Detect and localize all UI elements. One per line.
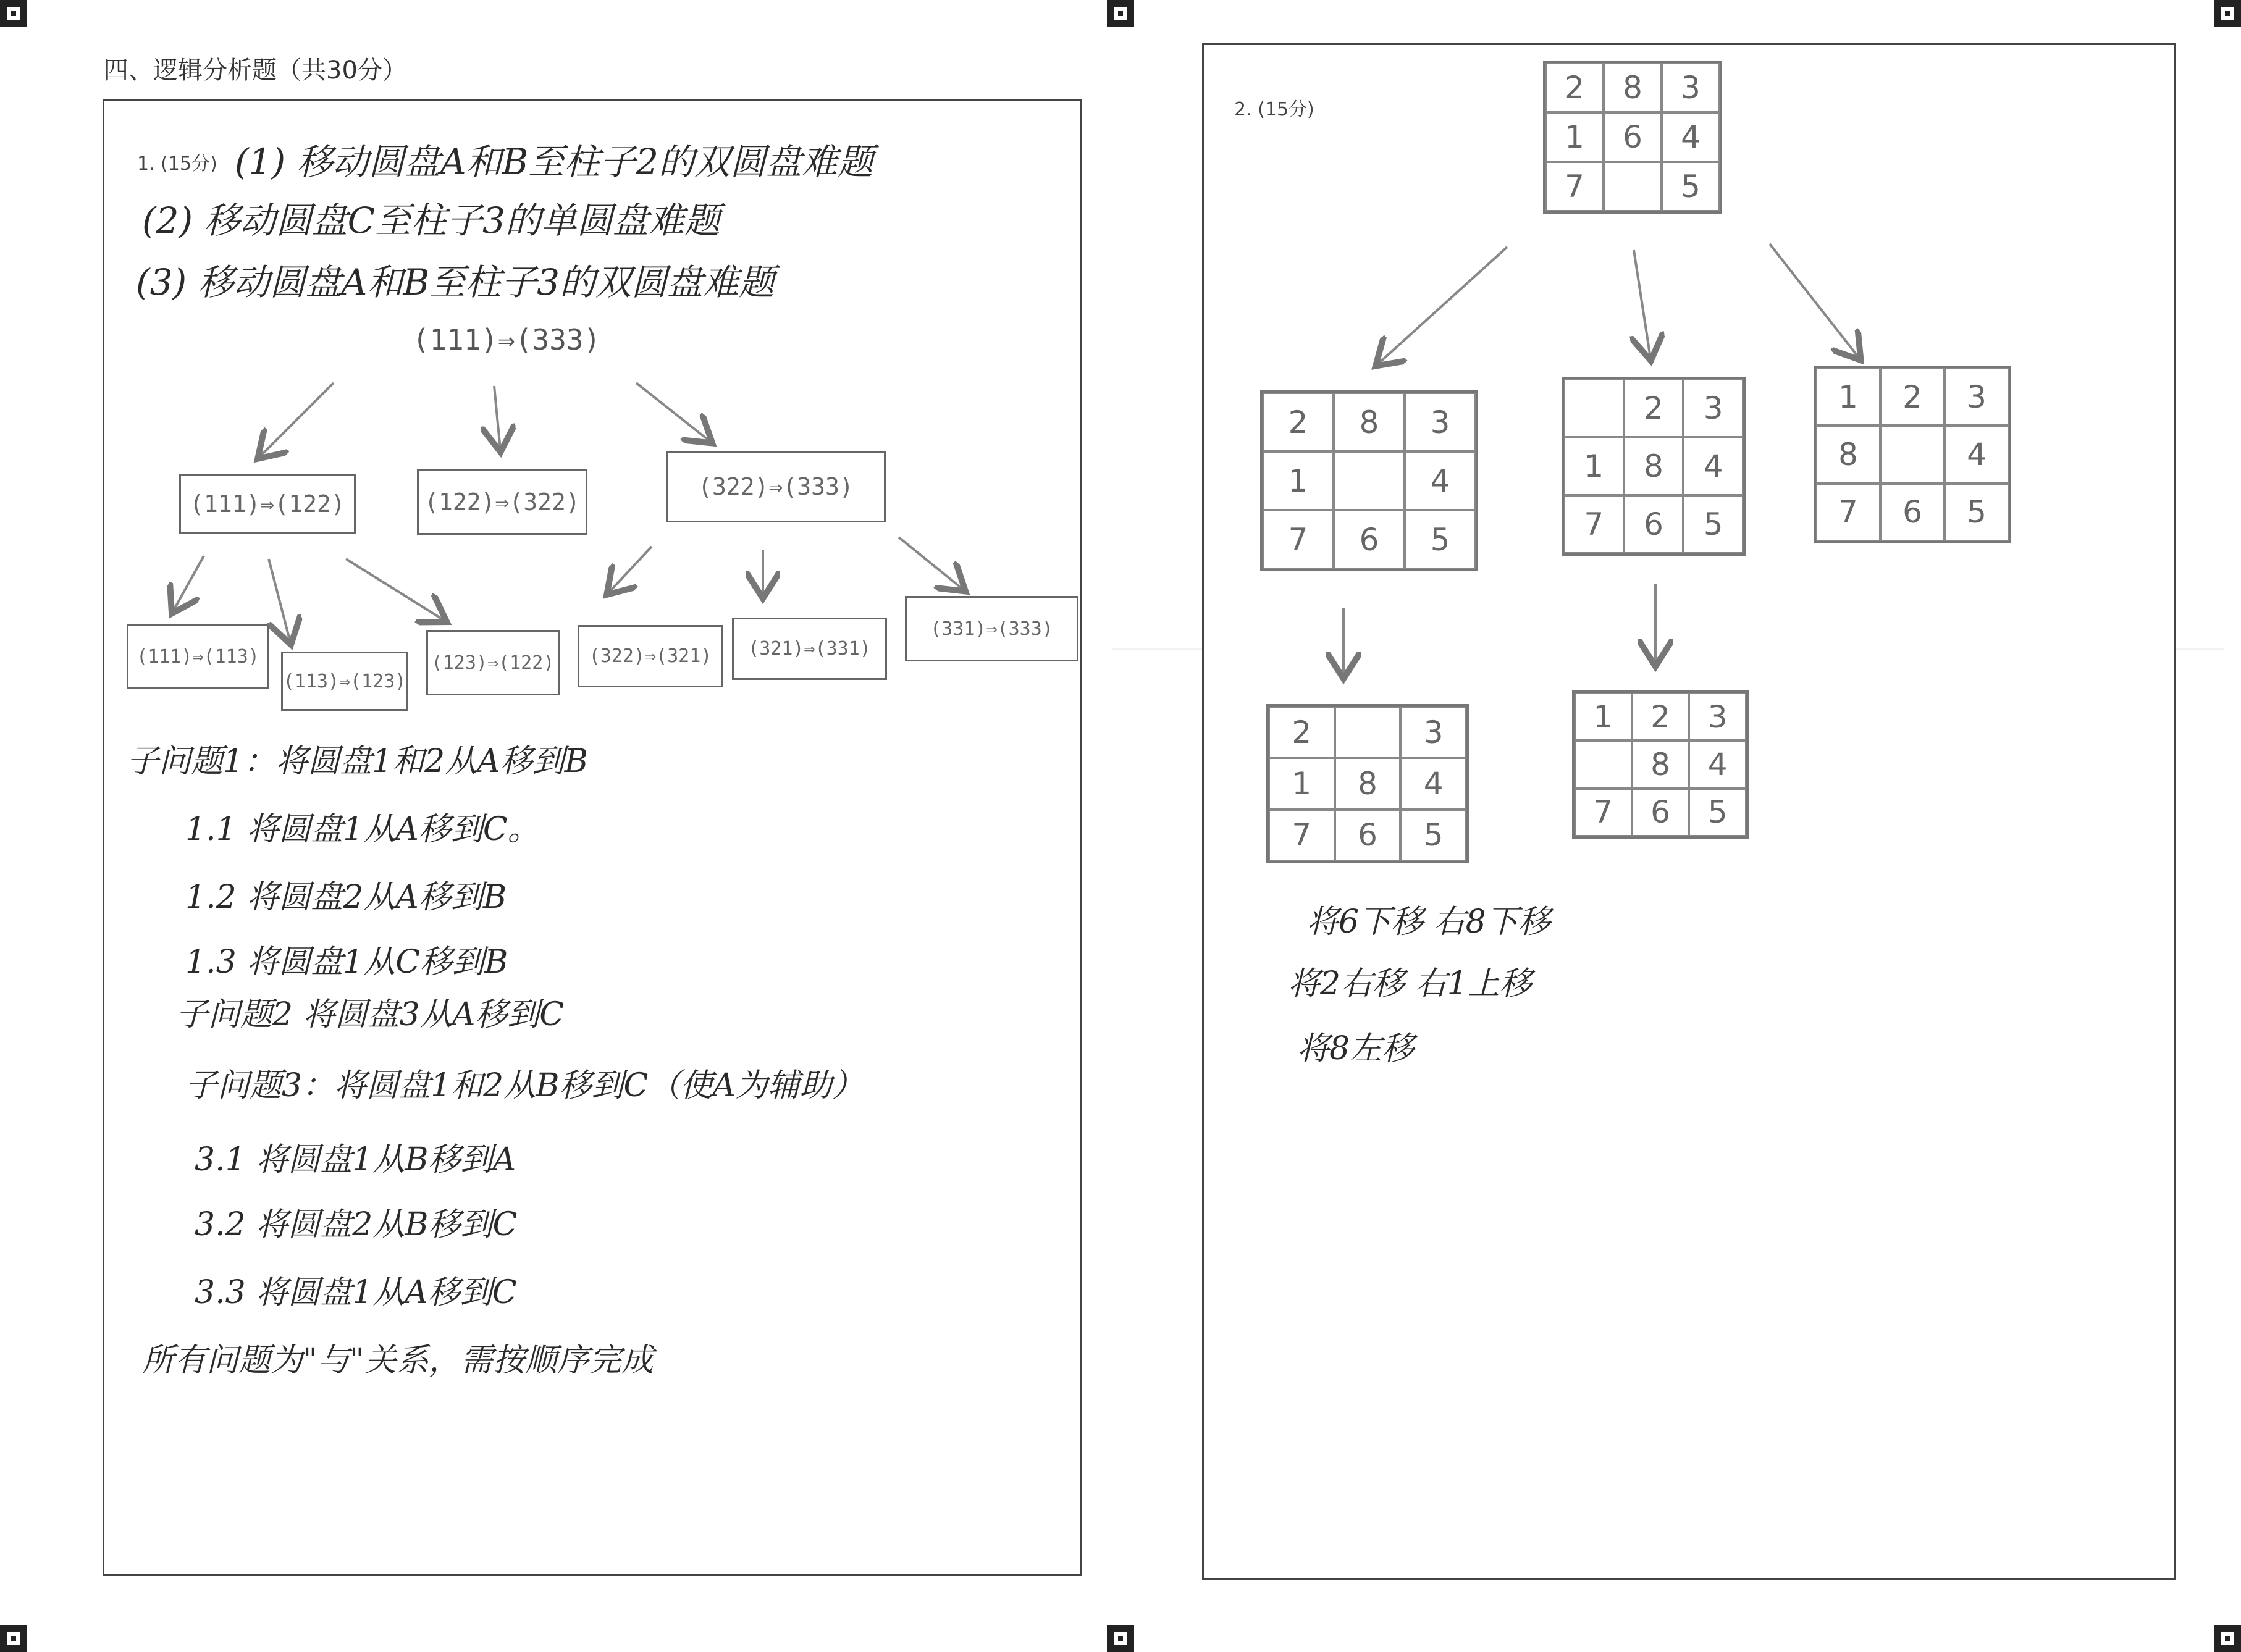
arrow [259, 383, 334, 457]
puzzle-cell: 5 [1400, 810, 1466, 861]
q1-label: 1. (15分) [137, 153, 217, 175]
puzzle-cell: 3 [1662, 63, 1720, 112]
puzzle-cell: 7 [1816, 484, 1880, 541]
arrow [1770, 244, 1859, 358]
q2-note-3: 将8左移 [1297, 1030, 1415, 1067]
puzzle-cell: 7 [1545, 162, 1604, 211]
arrow [173, 556, 204, 611]
q1-step-6: 子问题3：将圆盘1和2从B移到C（使A为辅助） [185, 1067, 864, 1104]
puzzle-cell: 1 [1263, 451, 1334, 510]
tree-l2-node-6: (331)⇒(333) [905, 596, 1078, 661]
tree-l1-node-2: (122)⇒(322) [417, 469, 587, 535]
arrow [269, 559, 290, 642]
puzzle-cell: 8 [1632, 740, 1689, 788]
puzzle-cell: 8 [1624, 437, 1684, 495]
puzzle-cell: 6 [1624, 495, 1684, 553]
q1-line-3: (3) 移动圆盘A和B至柱子3的双圆盘难题 [136, 261, 775, 303]
puzzle-cell: 3 [1689, 693, 1746, 740]
puzzle-cell: 7 [1269, 810, 1335, 861]
tree-l1-node-3: (322)⇒(333) [666, 451, 886, 522]
puzzle-cell: 1 [1575, 693, 1632, 740]
arrow [636, 383, 710, 442]
puzzle-cell: 3 [1683, 379, 1743, 437]
puzzle-cell: 4 [1662, 112, 1720, 162]
puzzle-cell: 4 [1400, 758, 1466, 809]
puzzle-cell: 1 [1816, 368, 1880, 426]
puzzle-cell: 5 [1689, 789, 1746, 836]
q1-step-2: 1.1 将圆盘1从A移到C。 [185, 811, 540, 848]
arrow [494, 386, 500, 450]
puzzle-cell: 4 [1405, 451, 1476, 510]
puzzle-cell: 3 [1400, 707, 1466, 758]
puzzle-cell: 1 [1545, 112, 1604, 162]
puzzle-cell: 2 [1632, 693, 1689, 740]
puzzle-cell: 2 [1263, 393, 1334, 451]
puzzle-cell: 6 [1335, 810, 1401, 861]
q1-line-2: (2) 移动圆盘C至柱子3的单圆盘难题 [142, 199, 720, 241]
puzzle-cell: 2 [1880, 368, 1945, 426]
puzzle-cell: 3 [1945, 368, 2009, 426]
puzzle-cell: 1 [1269, 758, 1335, 809]
puzzle-cell: 6 [1632, 789, 1689, 836]
q1-step-8: 3.2 将圆盘2从B移到C [195, 1206, 518, 1243]
puzzle-cell: 2 [1545, 63, 1604, 112]
tree-root-node: (111)⇒(333) [412, 323, 601, 356]
puzzle-cell: 8 [1816, 426, 1880, 483]
q1-step-1: 子问题1：将圆盘1和2从A移到B [127, 743, 589, 780]
q1-step-7: 3.1 将圆盘1从B移到A [195, 1141, 516, 1178]
tree-l2-node-5: (321)⇒(331) [732, 618, 887, 680]
puzzle-cell: 3 [1405, 393, 1476, 451]
puzzle-cell: 4 [1945, 426, 2009, 483]
q1-conclusion: 所有问题为"与"关系，需按顺序完成 [142, 1342, 654, 1379]
q2-note-1: 将6下移 右8下移 [1306, 904, 1550, 941]
q2-label: 2. (15分) [1234, 99, 1314, 120]
q2-note-2: 将2右移 右1上移 [1288, 965, 1532, 1002]
puzzle-cell: 4 [1689, 740, 1746, 788]
puzzle-cell: 6 [1334, 510, 1405, 569]
arrow [1634, 250, 1650, 358]
tree-l2-node-2: (113)⇒(123) [281, 652, 408, 711]
puzzle-cell: 8 [1334, 393, 1405, 451]
tree-l2-node-3: (123)⇒(122) [426, 630, 560, 695]
q1-line-1: (1) 移动圆盘A和B至柱子2的双圆盘难题 [235, 141, 874, 183]
puzzle-cell: 6 [1880, 484, 1945, 541]
q1-step-9: 3.3 将圆盘1从A移到C [195, 1274, 517, 1311]
arrow [346, 559, 445, 621]
puzzle-cell: 7 [1263, 510, 1334, 569]
puzzle-cell: 4 [1683, 437, 1743, 495]
puzzle-cell: 2 [1269, 707, 1335, 758]
puzzle-cell: 1 [1564, 437, 1624, 495]
puzzle-cell: 7 [1575, 789, 1632, 836]
arrow [608, 547, 652, 593]
q1-step-4: 1.3 将圆盘1从C移到B [185, 944, 508, 981]
puzzle-cell: 7 [1564, 495, 1624, 553]
puzzle-cell: 5 [1662, 162, 1720, 211]
puzzle-cell: 8 [1604, 63, 1662, 112]
puzzle-cell: 5 [1683, 495, 1743, 553]
puzzle-cell: 5 [1405, 510, 1476, 569]
tree-l2-node-4: (322)⇒(321) [578, 625, 723, 687]
arrow [899, 537, 964, 590]
q1-step-3: 1.2 将圆盘2从A移到B [185, 879, 507, 916]
section-title: 四、逻辑分析题（共30分） [104, 56, 407, 85]
q1-step-5: 子问题2 将圆盘3从A移到C [176, 996, 565, 1033]
tree-l2-node-1: (111)⇒(113) [127, 624, 269, 689]
tree-l1-node-1: (111)⇒(122) [179, 474, 356, 534]
puzzle-cell: 8 [1335, 758, 1401, 809]
puzzle-cell: 6 [1604, 112, 1662, 162]
puzzle-cell: 2 [1624, 379, 1684, 437]
puzzle-cell: 5 [1945, 484, 2009, 541]
arrow [1377, 247, 1507, 364]
